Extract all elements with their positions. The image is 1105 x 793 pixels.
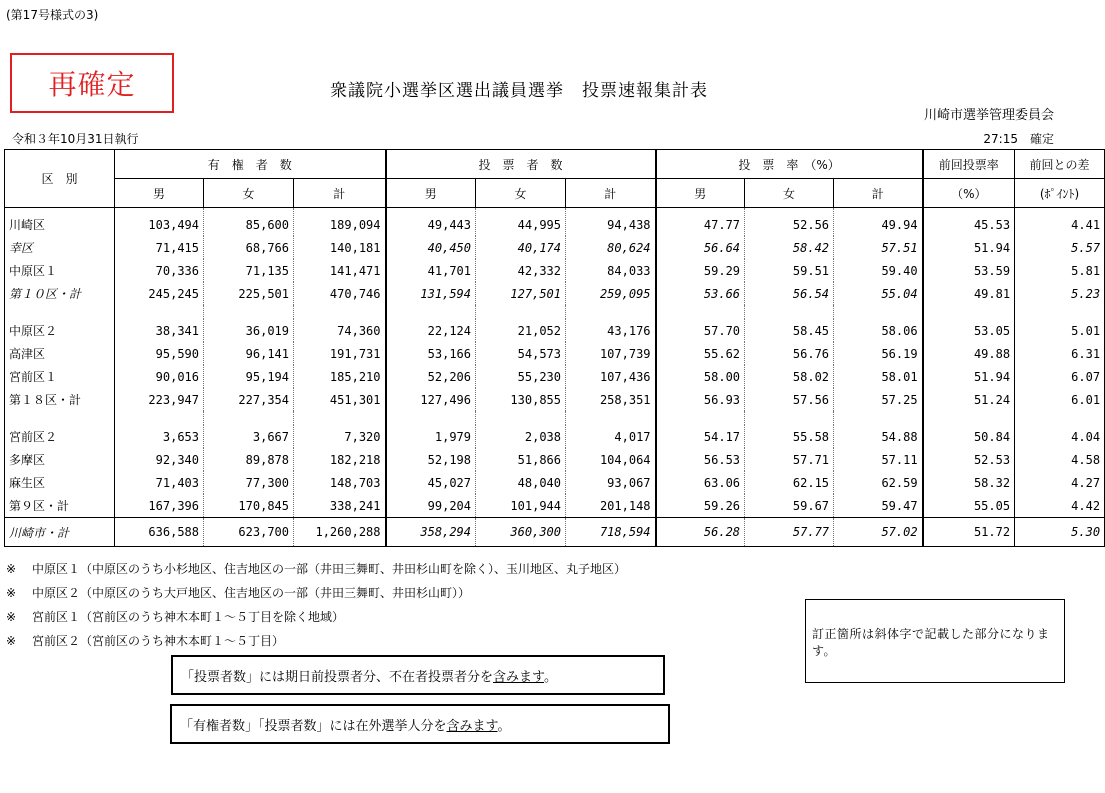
cell-tf: 58.45 <box>745 319 834 342</box>
district-name: 川崎市・計 <box>5 518 115 547</box>
cell-tf: 57.77 <box>745 518 834 547</box>
cell-em: 95,590 <box>115 342 204 365</box>
cell-vt: 107,436 <box>566 365 656 388</box>
spacer-row <box>5 305 1105 319</box>
cell-em: 71,415 <box>115 236 204 259</box>
table-row <box>5 518 1105 547</box>
table-row <box>5 425 1105 448</box>
footnote-text: 宮前区１（宮前区のうち神木本町１～５丁目を除く地域） <box>32 610 345 624</box>
results-table <box>4 149 1105 547</box>
cell-tt: 57.25 <box>834 388 923 411</box>
header-turnout: 投 票 率 （%） <box>656 150 923 179</box>
cell-ef: 36,019 <box>204 319 294 342</box>
cell-vf: 51,866 <box>476 448 566 471</box>
document-title: 衆議院小選挙区選出議員選挙 投票速報集計表 <box>330 81 708 101</box>
district-name: 川崎区 <box>5 208 115 237</box>
cell-vf: 2,038 <box>476 425 566 448</box>
note-text: 「有権者数」「投票者数」には在外選挙人分を <box>180 719 447 734</box>
note-text-end: 。 <box>497 719 511 734</box>
cell-prev: 49.88 <box>923 342 1015 365</box>
footnote-item <box>6 632 284 649</box>
table-row <box>5 365 1105 388</box>
cell-tt: 62.59 <box>834 471 923 494</box>
cell-vf: 54,573 <box>476 342 566 365</box>
cell-et: 185,210 <box>294 365 386 388</box>
cell-diff: 5.23 <box>1015 282 1105 305</box>
cell-vf: 55,230 <box>476 365 566 388</box>
cell-tt: 59.47 <box>834 494 923 518</box>
cell-vm: 53,166 <box>386 342 476 365</box>
note-underlined: 含みます <box>446 719 498 734</box>
cell-em: 223,947 <box>115 388 204 411</box>
cell-prev: 50.84 <box>923 425 1015 448</box>
cell-vf: 48,040 <box>476 471 566 494</box>
header-district: 区 別 <box>5 150 115 208</box>
cell-diff: 5.30 <box>1015 518 1105 547</box>
footnote-mark: ※ <box>6 586 17 600</box>
cell-ef: 68,766 <box>204 236 294 259</box>
cell-vt: 259,095 <box>566 282 656 305</box>
header-pct: （%） <box>923 179 1015 208</box>
cell-et: 182,218 <box>294 448 386 471</box>
cell-vt: 93,067 <box>566 471 656 494</box>
reconfirmed-stamp: 再確定 <box>10 53 174 113</box>
cell-diff: 5.81 <box>1015 259 1105 282</box>
cell-tf: 62.15 <box>745 471 834 494</box>
district-name: 第９区・計 <box>5 494 115 518</box>
footnote-item <box>6 608 344 625</box>
cell-vt: 84,033 <box>566 259 656 282</box>
cell-vt: 201,148 <box>566 494 656 518</box>
cell-prev: 51.72 <box>923 518 1015 547</box>
correction-note-box: 訂正箇所は斜体字で記載した部分になります。 <box>805 599 1065 683</box>
cell-tm: 54.17 <box>656 425 745 448</box>
cell-vf: 127,501 <box>476 282 566 305</box>
cell-tf: 59.67 <box>745 494 834 518</box>
header-voters: 投 票 者 数 <box>386 150 656 179</box>
cell-vf: 360,300 <box>476 518 566 547</box>
district-name: 麻生区 <box>5 471 115 494</box>
table-body <box>5 208 1105 547</box>
cell-vt: 258,351 <box>566 388 656 411</box>
table-row <box>5 208 1105 237</box>
table-row <box>5 448 1105 471</box>
cell-em: 92,340 <box>115 448 204 471</box>
cell-prev: 53.59 <box>923 259 1015 282</box>
cell-em: 70,336 <box>115 259 204 282</box>
cell-et: 451,301 <box>294 388 386 411</box>
cell-ef: 225,501 <box>204 282 294 305</box>
cell-vm: 127,496 <box>386 388 476 411</box>
header-point: (ﾎﾟｲﾝﾄ) <box>1015 179 1105 208</box>
cell-ef: 227,354 <box>204 388 294 411</box>
cell-prev: 55.05 <box>923 494 1015 518</box>
confirm-time: 27:15 確定 <box>983 132 1054 146</box>
table-row <box>5 342 1105 365</box>
cell-diff: 6.07 <box>1015 365 1105 388</box>
district-name: 高津区 <box>5 342 115 365</box>
cell-et: 141,471 <box>294 259 386 282</box>
table-row <box>5 259 1105 282</box>
cell-tt: 56.19 <box>834 342 923 365</box>
cell-vm: 99,204 <box>386 494 476 518</box>
note-text: 「投票者数」には期日前投票者分、不在者投票者分を <box>181 670 494 685</box>
note-box-voters <box>171 655 665 695</box>
district-name: 宮前区１ <box>5 365 115 388</box>
cell-em: 3,653 <box>115 425 204 448</box>
cell-tt: 57.11 <box>834 448 923 471</box>
header-total: 計 <box>566 179 656 208</box>
footnote-text: 宮前区２（宮前区のうち神木本町１～５丁目） <box>32 634 285 648</box>
cell-vt: 104,064 <box>566 448 656 471</box>
spacer-row <box>5 411 1105 425</box>
cell-diff: 6.31 <box>1015 342 1105 365</box>
cell-prev: 53.05 <box>923 319 1015 342</box>
footnote-mark: ※ <box>6 562 17 576</box>
cell-et: 1,260,288 <box>294 518 386 547</box>
cell-prev: 51.24 <box>923 388 1015 411</box>
cell-tt: 55.04 <box>834 282 923 305</box>
footnote-item <box>6 560 626 577</box>
cell-tt: 49.94 <box>834 208 923 237</box>
header-total: 計 <box>834 179 923 208</box>
cell-et: 470,746 <box>294 282 386 305</box>
cell-ef: 95,194 <box>204 365 294 388</box>
cell-prev: 45.53 <box>923 208 1015 237</box>
cell-ef: 170,845 <box>204 494 294 518</box>
cell-ef: 77,300 <box>204 471 294 494</box>
cell-tf: 57.71 <box>745 448 834 471</box>
cell-tm: 53.66 <box>656 282 745 305</box>
cell-vm: 49,443 <box>386 208 476 237</box>
header-female: 女 <box>204 179 294 208</box>
cell-vf: 130,855 <box>476 388 566 411</box>
header-male: 男 <box>386 179 476 208</box>
header-electorate: 有 権 者 数 <box>115 150 386 179</box>
cell-tm: 56.53 <box>656 448 745 471</box>
cell-tm: 55.62 <box>656 342 745 365</box>
execution-date: 令和３年10月31日執行 <box>12 132 139 146</box>
cell-tf: 59.51 <box>745 259 834 282</box>
cell-ef: 96,141 <box>204 342 294 365</box>
table-row <box>5 494 1105 518</box>
cell-prev: 49.81 <box>923 282 1015 305</box>
cell-em: 71,403 <box>115 471 204 494</box>
cell-tm: 56.93 <box>656 388 745 411</box>
cell-em: 90,016 <box>115 365 204 388</box>
district-name: 宮前区２ <box>5 425 115 448</box>
cell-tt: 58.06 <box>834 319 923 342</box>
cell-ef: 71,135 <box>204 259 294 282</box>
district-name: 多摩区 <box>5 448 115 471</box>
cell-prev: 51.94 <box>923 236 1015 259</box>
cell-et: 338,241 <box>294 494 386 518</box>
cell-tf: 56.54 <box>745 282 834 305</box>
cell-diff: 6.01 <box>1015 388 1105 411</box>
cell-vt: 43,176 <box>566 319 656 342</box>
cell-tm: 59.29 <box>656 259 745 282</box>
cell-diff: 4.58 <box>1015 448 1105 471</box>
cell-tf: 55.58 <box>745 425 834 448</box>
cell-vm: 1,979 <box>386 425 476 448</box>
form-number: (第17号様式の3) <box>6 8 99 22</box>
district-name: 中原区２ <box>5 319 115 342</box>
cell-vf: 44,995 <box>476 208 566 237</box>
cell-em: 636,588 <box>115 518 204 547</box>
cell-et: 140,181 <box>294 236 386 259</box>
cell-tf: 58.42 <box>745 236 834 259</box>
cell-diff: 4.41 <box>1015 208 1105 237</box>
cell-vf: 21,052 <box>476 319 566 342</box>
cell-vm: 131,594 <box>386 282 476 305</box>
cell-vt: 80,624 <box>566 236 656 259</box>
header-male: 男 <box>656 179 745 208</box>
cell-tf: 58.02 <box>745 365 834 388</box>
cell-ef: 85,600 <box>204 208 294 237</box>
footnote-item <box>6 584 470 601</box>
cell-prev: 51.94 <box>923 365 1015 388</box>
cell-ef: 3,667 <box>204 425 294 448</box>
district-name: 中原区１ <box>5 259 115 282</box>
cell-tt: 58.01 <box>834 365 923 388</box>
cell-vm: 22,124 <box>386 319 476 342</box>
footnote-text: 中原区２（中原区のうち大戸地区、住吉地区の一部（井田三舞町、井田杉山町）） <box>32 586 471 600</box>
cell-tm: 56.64 <box>656 236 745 259</box>
cell-tt: 57.51 <box>834 236 923 259</box>
header-prev-turnout: 前回投票率 <box>923 150 1015 179</box>
cell-vt: 107,739 <box>566 342 656 365</box>
note-text-end: 。 <box>543 670 557 685</box>
header-total: 計 <box>294 179 386 208</box>
header-female: 女 <box>745 179 834 208</box>
cell-et: 7,320 <box>294 425 386 448</box>
district-name: 幸区 <box>5 236 115 259</box>
table-row <box>5 319 1105 342</box>
footnote-mark: ※ <box>6 634 17 648</box>
district-name: 第１８区・計 <box>5 388 115 411</box>
cell-et: 74,360 <box>294 319 386 342</box>
cell-vf: 40,174 <box>476 236 566 259</box>
footnote-mark: ※ <box>6 610 17 624</box>
cell-ef: 623,700 <box>204 518 294 547</box>
cell-tt: 54.88 <box>834 425 923 448</box>
cell-et: 189,094 <box>294 208 386 237</box>
table-row <box>5 236 1105 259</box>
cell-tm: 47.77 <box>656 208 745 237</box>
cell-tm: 57.70 <box>656 319 745 342</box>
cell-et: 191,731 <box>294 342 386 365</box>
cell-prev: 52.53 <box>923 448 1015 471</box>
cell-ef: 89,878 <box>204 448 294 471</box>
cell-diff: 4.42 <box>1015 494 1105 518</box>
cell-diff: 4.04 <box>1015 425 1105 448</box>
cell-em: 245,245 <box>115 282 204 305</box>
cell-em: 38,341 <box>115 319 204 342</box>
cell-vm: 52,206 <box>386 365 476 388</box>
cell-prev: 58.32 <box>923 471 1015 494</box>
cell-vm: 45,027 <box>386 471 476 494</box>
cell-vm: 40,450 <box>386 236 476 259</box>
cell-vt: 4,017 <box>566 425 656 448</box>
cell-em: 103,494 <box>115 208 204 237</box>
cell-et: 148,703 <box>294 471 386 494</box>
cell-vt: 718,594 <box>566 518 656 547</box>
cell-tf: 56.76 <box>745 342 834 365</box>
committee-name: 川崎市選挙管理委員会 <box>923 108 1054 123</box>
table-row <box>5 471 1105 494</box>
table-row <box>5 282 1105 305</box>
cell-vm: 52,198 <box>386 448 476 471</box>
cell-vm: 41,701 <box>386 259 476 282</box>
table-row <box>5 388 1105 411</box>
header-male: 男 <box>115 179 204 208</box>
cell-tm: 58.00 <box>656 365 745 388</box>
cell-tt: 59.40 <box>834 259 923 282</box>
cell-diff: 5.57 <box>1015 236 1105 259</box>
cell-diff: 5.01 <box>1015 319 1105 342</box>
note-box-overseas <box>170 704 670 744</box>
cell-em: 167,396 <box>115 494 204 518</box>
cell-tf: 52.56 <box>745 208 834 237</box>
note-underlined: 含みます <box>493 670 544 685</box>
header-female: 女 <box>476 179 566 208</box>
cell-tm: 63.06 <box>656 471 745 494</box>
cell-vm: 358,294 <box>386 518 476 547</box>
cell-vf: 101,944 <box>476 494 566 518</box>
cell-vt: 94,438 <box>566 208 656 237</box>
footnote-text: 中原区１（中原区のうち小杉地区、住吉地区の一部（井田三舞町、井田杉山町を除く）、玉川地区、丸子地区） <box>32 562 627 576</box>
header-prev-diff: 前回との差 <box>1015 150 1105 179</box>
cell-vf: 42,332 <box>476 259 566 282</box>
cell-tm: 59.26 <box>656 494 745 518</box>
cell-diff: 4.27 <box>1015 471 1105 494</box>
cell-tf: 57.56 <box>745 388 834 411</box>
cell-tt: 57.02 <box>834 518 923 547</box>
district-name: 第１０区・計 <box>5 282 115 305</box>
cell-tm: 56.28 <box>656 518 745 547</box>
